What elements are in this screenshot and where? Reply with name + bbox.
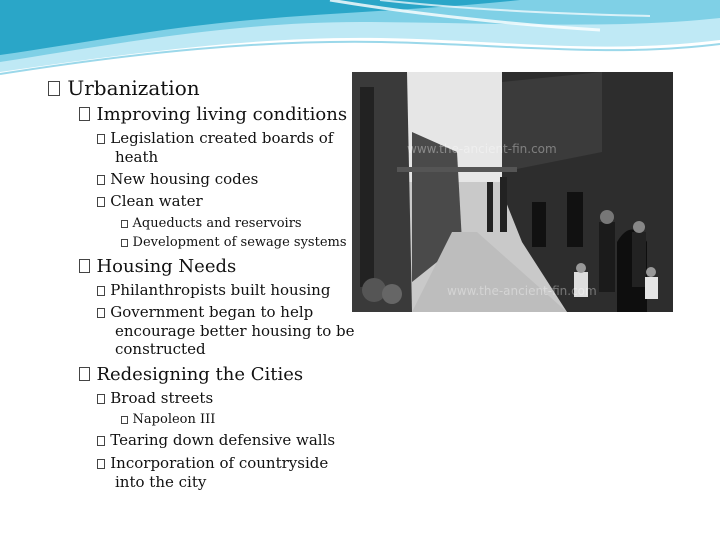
sub-list-item bbox=[121, 217, 302, 230]
bullet-icon bbox=[97, 197, 105, 207]
list-item-text: Legislation created boards of bbox=[110, 129, 334, 147]
bullet-icon bbox=[48, 81, 60, 96]
sub-list-item-text: Aqueducts and reservoirs bbox=[132, 216, 302, 231]
list-item bbox=[97, 391, 213, 406]
section-heading bbox=[79, 258, 236, 276]
list-item bbox=[97, 172, 258, 187]
bullet-icon bbox=[121, 220, 128, 228]
sub-list-item-text: Development of sewage systems bbox=[132, 235, 347, 250]
bullet-icon bbox=[97, 459, 105, 469]
section-heading bbox=[79, 106, 347, 124]
photo-watermark: www.the-ancient-fin.com bbox=[447, 284, 597, 298]
list-item bbox=[97, 433, 335, 448]
list-item-text: Tearing down defensive walls bbox=[110, 431, 336, 449]
bullet-icon bbox=[97, 308, 105, 318]
bullet-icon bbox=[79, 107, 90, 121]
list-item-text: Philanthropists built housing bbox=[110, 281, 331, 299]
bullet-icon bbox=[79, 367, 90, 381]
slide-title-text: Urbanization bbox=[67, 76, 200, 100]
section-heading-text: Housing Needs bbox=[96, 256, 237, 277]
list-item bbox=[97, 283, 330, 298]
list-item bbox=[97, 131, 333, 146]
list-item-continuation: encourage better housing to be bbox=[115, 322, 355, 340]
list-item-continuation: heath bbox=[115, 148, 159, 166]
section-heading bbox=[79, 366, 303, 384]
list-item bbox=[97, 456, 328, 471]
list-item-text: New housing codes bbox=[110, 170, 259, 188]
bullet-icon bbox=[97, 134, 105, 144]
list-item-text: Incorporation of countryside bbox=[110, 454, 329, 472]
list-item-text: Broad streets bbox=[110, 389, 214, 407]
section-heading-text: Redesigning the Cities bbox=[96, 364, 304, 385]
bullet-icon bbox=[121, 416, 128, 424]
bullet-icon bbox=[97, 394, 105, 404]
list-item bbox=[97, 194, 203, 209]
section-heading-text: Improving living conditions bbox=[96, 104, 348, 125]
list-item-continuation: constructed bbox=[115, 340, 206, 358]
photo-watermark: www.the-ancient-fin.com bbox=[407, 142, 557, 156]
list-item-continuation: into the city bbox=[115, 473, 207, 491]
list-item bbox=[97, 305, 313, 320]
bullet-icon bbox=[97, 175, 105, 185]
sub-list-item bbox=[121, 236, 347, 249]
bullet-icon bbox=[121, 239, 128, 247]
bullet-icon bbox=[79, 259, 90, 273]
list-item-text: Clean water bbox=[110, 192, 203, 210]
bullet-icon bbox=[97, 286, 105, 296]
sub-list-item bbox=[121, 413, 215, 426]
street-photo bbox=[352, 72, 673, 312]
slide-title bbox=[48, 78, 200, 98]
list-item-text: Government began to help bbox=[110, 303, 314, 321]
bullet-icon bbox=[97, 436, 105, 446]
sub-list-item-text: Napoleon III bbox=[132, 412, 216, 427]
